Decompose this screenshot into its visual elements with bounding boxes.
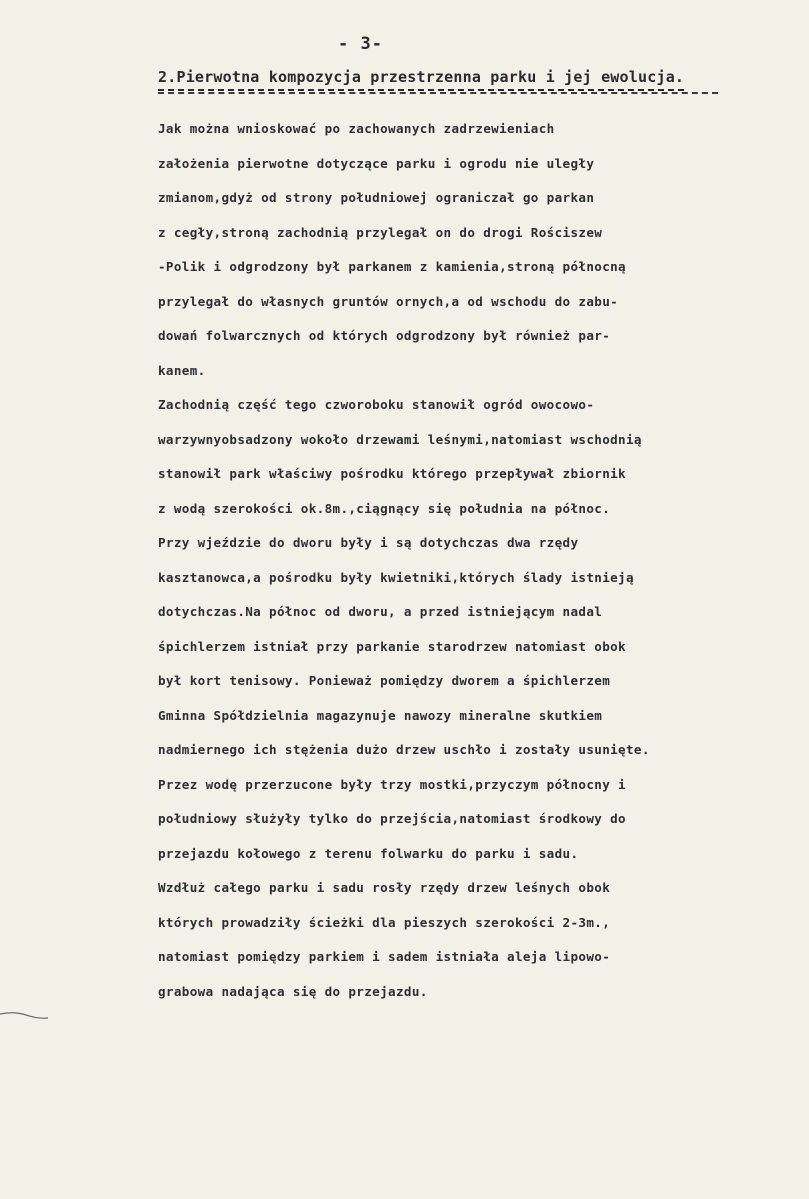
text-line: był kort tenisowy. Ponieważ pomiędzy dworem a śpichlerzem xyxy=(158,673,611,688)
text-line: których prowadziły ścieżki dla pieszych szerokości 2-3m., xyxy=(158,914,611,930)
text-line: Gminna Spółdzielnia magazynuje nawozy mineralne skutkiem xyxy=(158,707,603,723)
text-line: Wzdłuż całego parku i sadu rosły rzędy drzew leśnych obok xyxy=(158,880,611,895)
text-line: kanem. xyxy=(158,362,206,378)
heading-underline xyxy=(158,92,718,94)
text-line: z cegły,stroną zachodnią przylegał on do drogi Rościszew xyxy=(158,224,603,240)
text-line: grabowa nadająca się do przejazdu. xyxy=(158,983,428,999)
text-line: kasztanowca,a pośrodku były kwietniki,których ślady istnieją xyxy=(158,569,634,585)
text-line: dotychczas.Na północ od dworu, a przed istniejącym nadal xyxy=(158,604,603,619)
text-line: z wodą szerokości ok.8m.,ciągnący się południa na północ. xyxy=(158,500,611,516)
text-line: przylegał do własnych gruntów ornych,a od wschodu do zabu- xyxy=(158,293,619,309)
text-line: Zachodnią część tego czworoboku stanowił ogród owocowo- xyxy=(158,397,595,412)
text-line: -Polik i odgrodzony był parkanem z kamienia,stroną północną xyxy=(158,259,626,274)
text-line: Jak można wnioskować po zachowanych zadrzewieniach xyxy=(158,121,555,136)
section-heading xyxy=(158,68,728,91)
text-line: zmianom,gdyż od strony południowej ograniczał go parkan xyxy=(158,190,595,205)
text-line: nadmiernego ich stężenia dużo drzew uschło i zostały usunięte. xyxy=(158,742,650,757)
text-line: przejazdu kołowego z terenu folwarku do parku i sadu. xyxy=(158,845,579,861)
text-line: stanowił park właściwy pośrodku którego przepływał zbiornik xyxy=(158,466,626,481)
text-line: Przy wjeździe do dworu były i są dotychczas dwa rzędy xyxy=(158,535,579,550)
text-line: warzywnyobsadzony wokoło drzewami leśnymi,natomiast wschodnią xyxy=(158,431,642,447)
text-line: śpichlerzem istniał przy parkanie starodrzew natomiast obok xyxy=(158,638,626,654)
text-line: natomiast pomiędzy parkiem i sadem istniała aleja lipowo- xyxy=(158,949,611,964)
page-number: - 3- xyxy=(338,34,383,54)
text-line: założenia pierwotne dotyczące parku i ogrodu nie uległy xyxy=(158,155,595,171)
text-line: Przez wodę przerzucone były trzy mostki,przyczym północny i xyxy=(158,776,626,792)
section-heading-text: 2.Pierwotna kompozycja przestrzenna parku i jej ewolucja. xyxy=(158,68,684,91)
text-line: dowań folwarcznych od których odgrodzony był również par- xyxy=(158,328,611,343)
body-text xyxy=(158,112,778,1009)
margin-pencil-mark xyxy=(0,1008,48,1022)
text-line: południowy służyły tylko do przejścia,natomiast środkowy do xyxy=(158,811,626,826)
